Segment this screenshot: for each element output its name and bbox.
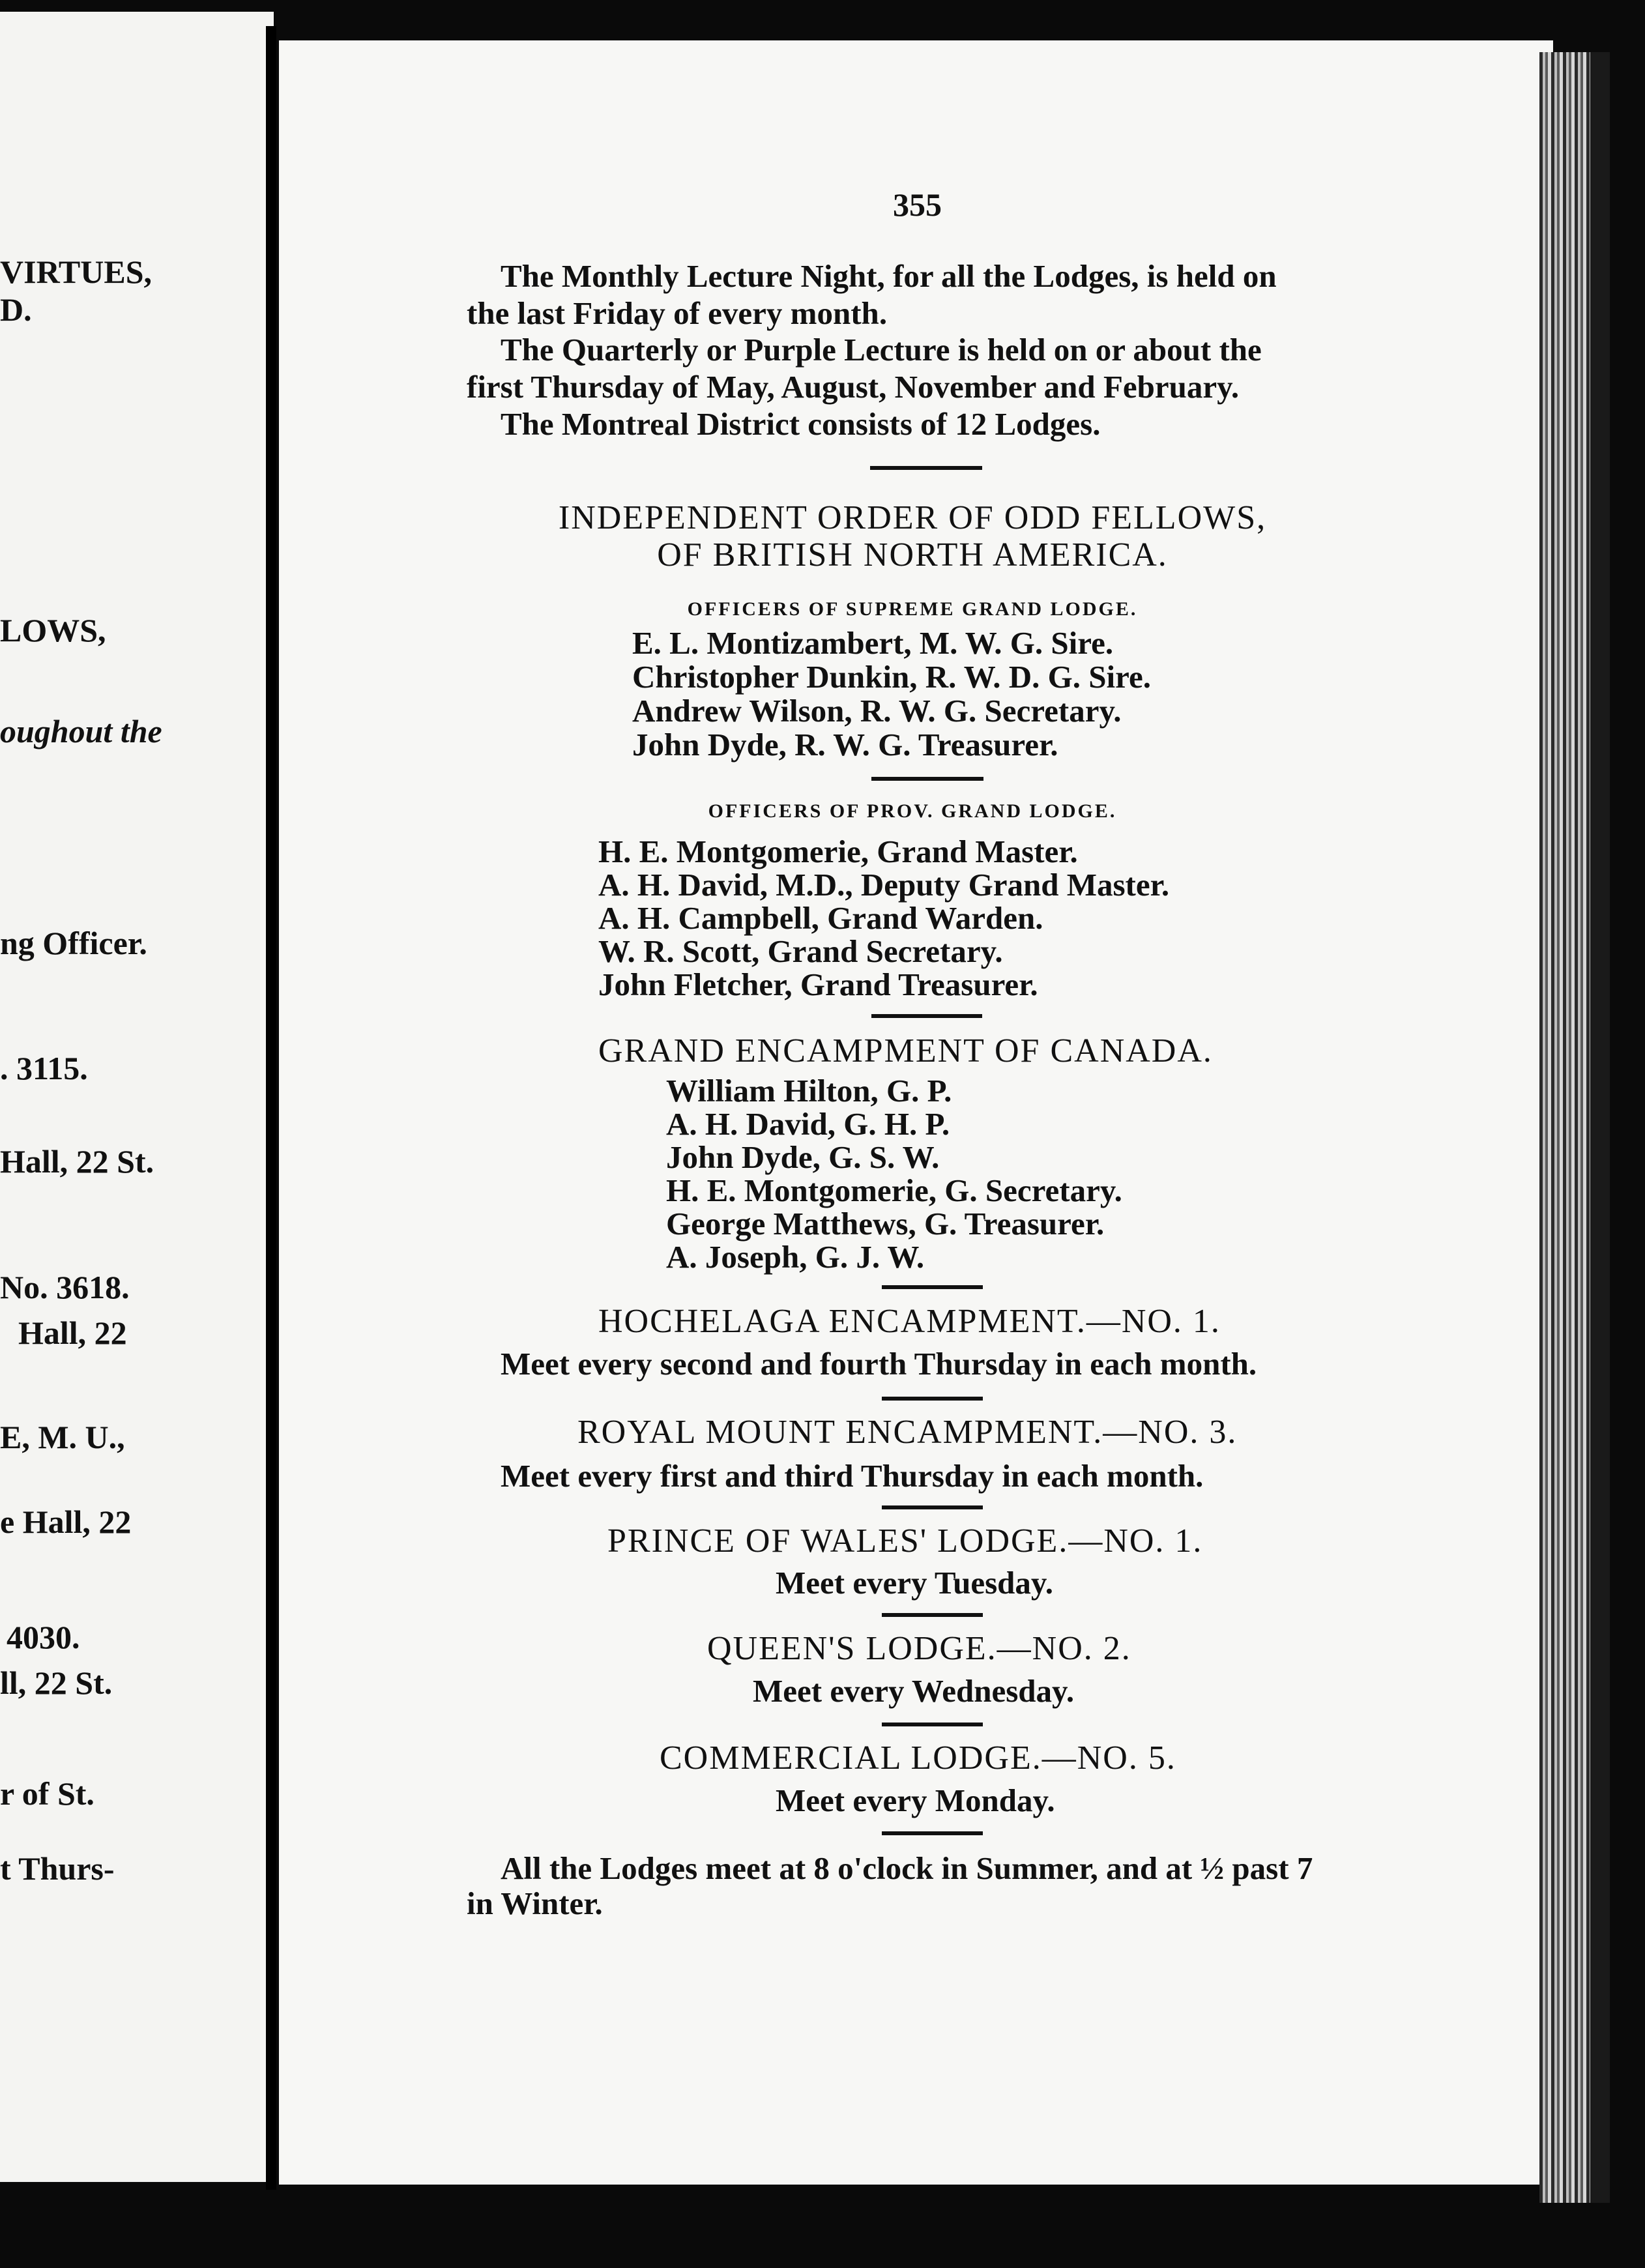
closing-line: All the Lodges meet at 8 o'clock in Summer, and at ½ past 7 xyxy=(501,1850,1313,1886)
left-fragment: Hall, 22 St. xyxy=(0,1143,154,1180)
officer-line: George Matthews, G. Treasurer. xyxy=(666,1206,1105,1242)
lodge-title: COMMERCIAL LODGE.—NO. 5. xyxy=(660,1739,1176,1777)
left-fragment: Hall, 22 xyxy=(18,1315,127,1351)
left-fragment: No. 3618. xyxy=(0,1269,130,1305)
page-edges-shadow xyxy=(1590,52,1610,2203)
officer-line: A. Joseph, G. J. W. xyxy=(666,1239,925,1275)
officer-line: A. H. David, M.D., Deputy Grand Master. xyxy=(598,867,1170,903)
left-fragment: ll, 22 St. xyxy=(0,1665,113,1701)
intro-line: the last Friday of every month. xyxy=(467,295,888,331)
officer-line: W. R. Scott, Grand Secretary. xyxy=(598,933,1003,969)
officer-line: William Hilton, G. P. xyxy=(666,1073,952,1109)
officer-line: H. E. Montgomerie, Grand Master. xyxy=(598,834,1078,869)
left-fragment: oughout the xyxy=(0,713,162,749)
officer-line: John Fletcher, Grand Treasurer. xyxy=(598,967,1038,1002)
prov-heading: OFFICERS OF PROV. GRAND LODGE. xyxy=(708,800,1117,822)
lodge-title: HOCHELAGA ENCAMPMENT.—NO. 1. xyxy=(598,1303,1221,1340)
intro-line: The Monthly Lecture Night, for all the Lodges, is held on xyxy=(501,258,1277,294)
left-fragment: . 3115. xyxy=(0,1050,88,1086)
book-spine xyxy=(266,26,276,2190)
section-rule xyxy=(870,466,982,470)
intro-line: first Thursday of May, August, November and February. xyxy=(467,369,1240,405)
left-fragment: e Hall, 22 xyxy=(0,1504,132,1540)
supreme-heading: OFFICERS OF SUPREME GRAND LODGE. xyxy=(687,598,1138,620)
lodge-meets: Meet every first and third Thursday in each month. xyxy=(501,1458,1204,1494)
lodge-title: ROYAL MOUNT ENCAMPMENT.—NO. 3. xyxy=(577,1414,1238,1451)
officer-line: Christopher Dunkin, R. W. D. G. Sire. xyxy=(632,659,1151,695)
left-fragment: r of St. xyxy=(0,1775,95,1812)
officer-line: John Dyde, G. S. W. xyxy=(666,1139,940,1175)
section-rule xyxy=(882,1285,983,1289)
left-fragment: E, M. U., xyxy=(0,1419,125,1455)
officer-line: E. L. Montizambert, M. W. G. Sire. xyxy=(632,625,1114,661)
page-number: 355 xyxy=(893,186,942,223)
lodge-meets: Meet every Monday. xyxy=(776,1782,1055,1818)
section-rule xyxy=(871,777,983,781)
section-rule xyxy=(882,1831,983,1835)
lodge-title: PRINCE OF WALES' LODGE.—NO. 1. xyxy=(607,1522,1203,1560)
officer-line: Andrew Wilson, R. W. G. Secretary. xyxy=(632,693,1122,729)
section-rule xyxy=(882,1613,983,1617)
section-rule xyxy=(882,1505,983,1509)
lodge-meets: Meet every second and fourth Thursday in each month. xyxy=(501,1346,1257,1382)
encampment-heading: GRAND ENCAMPMENT OF CANADA. xyxy=(598,1032,1213,1069)
left-fragment: D. xyxy=(0,291,32,328)
left-fragment: LOWS, xyxy=(0,612,106,648)
order-title: OF BRITISH NORTH AMERICA. xyxy=(657,536,1168,574)
lodge-title: QUEEN'S LODGE.—NO. 2. xyxy=(707,1630,1131,1667)
officer-line: A. H. David, G. H. P. xyxy=(666,1106,950,1142)
order-title: INDEPENDENT ORDER OF ODD FELLOWS, xyxy=(558,499,1267,536)
officer-line: John Dyde, R. W. G. Treasurer. xyxy=(632,727,1058,763)
section-rule xyxy=(882,1397,983,1401)
left-fragment: VIRTUES, xyxy=(0,254,153,290)
officer-line: H. E. Montgomerie, G. Secretary. xyxy=(666,1172,1122,1208)
section-rule xyxy=(871,1014,982,1018)
intro-line: The Quarterly or Purple Lecture is held on or about the xyxy=(501,332,1262,368)
lodge-meets: Meet every Wednesday. xyxy=(753,1673,1075,1709)
left-fragment: t Thurs- xyxy=(0,1850,115,1887)
lodge-meets: Meet every Tuesday. xyxy=(776,1565,1053,1601)
intro-line: The Montreal District consists of 12 Lodges. xyxy=(501,406,1101,442)
page-edges xyxy=(1539,52,1592,2203)
officer-line: A. H. Campbell, Grand Warden. xyxy=(598,900,1043,936)
closing-line: in Winter. xyxy=(467,1885,603,1921)
previous-page xyxy=(0,12,274,2182)
left-fragment: ng Officer. xyxy=(0,925,147,961)
section-rule xyxy=(882,1723,983,1726)
left-fragment: 4030. xyxy=(7,1619,80,1655)
